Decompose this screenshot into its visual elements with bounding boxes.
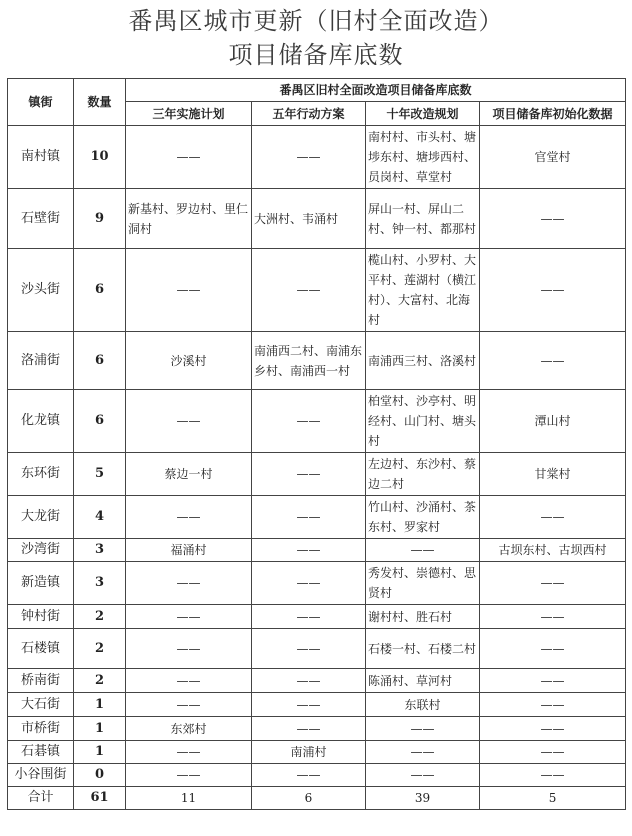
count-cell: 10 xyxy=(74,126,126,189)
plan3-cell: —— xyxy=(126,249,252,332)
plan5-cell: —— xyxy=(252,764,366,787)
table-row xyxy=(8,693,626,717)
header-3yr-plan: 三年实施计划 xyxy=(126,102,252,126)
count-cell: 2 xyxy=(74,605,126,629)
init-cell: 官堂村 xyxy=(480,126,626,189)
init-cell: —— xyxy=(480,693,626,717)
count-cell: 9 xyxy=(74,189,126,249)
town-cell: 沙湾街 xyxy=(8,539,74,562)
count-cell: 3 xyxy=(74,562,126,605)
town-cell: 大龙街 xyxy=(8,496,74,539)
table-row xyxy=(8,717,626,741)
plan10-cell: 石楼一村、石楼二村 xyxy=(366,629,480,669)
plan10-cell: —— xyxy=(366,741,480,764)
plan5-cell: 大洲村、韦涌村 xyxy=(252,189,366,249)
plan10-cell: 屏山一村、屏山二村、钟一村、都那村 xyxy=(366,189,480,249)
init-cell: —— xyxy=(480,717,626,741)
town-cell: 新造镇 xyxy=(8,562,74,605)
town-cell: 桥南街 xyxy=(8,669,74,693)
table-row xyxy=(8,669,626,693)
plan10-cell: 南浦西三村、洛溪村 xyxy=(366,332,480,390)
init-cell: —— xyxy=(480,496,626,539)
plan5-cell: —— xyxy=(252,629,366,669)
town-cell: 大石街 xyxy=(8,693,74,717)
table-row xyxy=(8,764,626,787)
table-body xyxy=(8,126,626,810)
total-town-cell: 合计 xyxy=(8,787,74,810)
plan3-cell: —— xyxy=(126,496,252,539)
title-line-1: 番禺区城市更新（旧村全面改造） xyxy=(128,7,504,35)
plan5-cell: —— xyxy=(252,562,366,605)
town-cell: 小谷围街 xyxy=(8,764,74,787)
total-count-cell: 61 xyxy=(74,787,126,810)
total-row xyxy=(8,787,626,810)
total-plan5-cell: 6 xyxy=(252,787,366,810)
plan10-cell: 榄山村、小罗村、大平村、莲湖村（横江村）、大富村、北海村 xyxy=(366,249,480,332)
table-row xyxy=(8,562,626,605)
header-town: 镇街 xyxy=(8,79,74,126)
plan5-cell: 南浦西二村、南浦东乡村、南浦西一村 xyxy=(252,332,366,390)
plan10-cell: 谢村村、胜石村 xyxy=(366,605,480,629)
count-cell: 3 xyxy=(74,539,126,562)
init-cell: —— xyxy=(480,629,626,669)
header-group: 番禺区旧村全面改造项目储备库底数 xyxy=(126,79,626,102)
plan3-cell: —— xyxy=(126,693,252,717)
count-cell: 2 xyxy=(74,629,126,669)
plan5-cell: —— xyxy=(252,126,366,189)
init-cell: —— xyxy=(480,669,626,693)
count-cell: 6 xyxy=(74,390,126,453)
table-row xyxy=(8,453,626,496)
init-cell: —— xyxy=(480,741,626,764)
plan3-cell: —— xyxy=(126,605,252,629)
total-init-cell: 5 xyxy=(480,787,626,810)
plan5-cell: —— xyxy=(252,539,366,562)
table-row xyxy=(8,390,626,453)
town-cell: 石壁街 xyxy=(8,189,74,249)
table-row xyxy=(8,332,626,390)
init-cell: 古坝东村、古坝西村 xyxy=(480,539,626,562)
plan3-cell: —— xyxy=(126,629,252,669)
init-cell: 潭山村 xyxy=(480,390,626,453)
table-row xyxy=(8,741,626,764)
table-row xyxy=(8,126,626,189)
plan10-cell: —— xyxy=(366,764,480,787)
plan5-cell: —— xyxy=(252,390,366,453)
reserve-table xyxy=(7,78,626,810)
init-cell: —— xyxy=(480,189,626,249)
total-plan3-cell: 11 xyxy=(126,787,252,810)
count-cell: 4 xyxy=(74,496,126,539)
table-row xyxy=(8,249,626,332)
plan5-cell: 南浦村 xyxy=(252,741,366,764)
town-cell: 东环街 xyxy=(8,453,74,496)
init-cell: —— xyxy=(480,605,626,629)
plan10-cell: 秀发村、崇德村、思贤村 xyxy=(366,562,480,605)
town-cell: 石碁镇 xyxy=(8,741,74,764)
plan5-cell: —— xyxy=(252,669,366,693)
town-cell: 市桥街 xyxy=(8,717,74,741)
plan10-cell: 东联村 xyxy=(366,693,480,717)
count-cell: 5 xyxy=(74,453,126,496)
plan3-cell: 新基村、罗边村、里仁洞村 xyxy=(126,189,252,249)
plan10-cell: 左边村、东沙村、蔡边二村 xyxy=(366,453,480,496)
plan10-cell: 竹山村、沙涌村、茶东村、罗家村 xyxy=(366,496,480,539)
town-cell: 钟村街 xyxy=(8,605,74,629)
count-cell: 1 xyxy=(74,717,126,741)
count-cell: 1 xyxy=(74,693,126,717)
plan10-cell: 柏堂村、沙亭村、明经村、山门村、塘头村 xyxy=(366,390,480,453)
init-cell: —— xyxy=(480,332,626,390)
plan3-cell: —— xyxy=(126,126,252,189)
plan5-cell: —— xyxy=(252,249,366,332)
town-cell: 石楼镇 xyxy=(8,629,74,669)
header-10yr-plan: 十年改造规划 xyxy=(366,102,480,126)
table-row xyxy=(8,539,626,562)
plan10-cell: —— xyxy=(366,539,480,562)
count-cell: 6 xyxy=(74,332,126,390)
town-cell: 南村镇 xyxy=(8,126,74,189)
title-line-2: 项目储备库底数 xyxy=(228,41,404,69)
count-cell: 0 xyxy=(74,764,126,787)
plan3-cell: —— xyxy=(126,741,252,764)
plan5-cell: —— xyxy=(252,496,366,539)
header-count: 数量 xyxy=(74,79,126,126)
plan3-cell: —— xyxy=(126,764,252,787)
plan5-cell: —— xyxy=(252,605,366,629)
town-cell: 沙头街 xyxy=(8,249,74,332)
header-5yr-plan: 五年行动方案 xyxy=(252,102,366,126)
count-cell: 6 xyxy=(74,249,126,332)
plan5-cell: —— xyxy=(252,717,366,741)
table-row xyxy=(8,496,626,539)
town-cell: 化龙镇 xyxy=(8,390,74,453)
init-cell: —— xyxy=(480,562,626,605)
header-init-data: 项目储备库初始化数据 xyxy=(480,102,626,126)
plan5-cell: —— xyxy=(252,453,366,496)
count-cell: 2 xyxy=(74,669,126,693)
plan3-cell: —— xyxy=(126,390,252,453)
init-cell: 甘棠村 xyxy=(480,453,626,496)
init-cell: —— xyxy=(480,764,626,787)
plan10-cell: 南村村、市头村、塘埗东村、塘埗西村、员岗村、草堂村 xyxy=(366,126,480,189)
page-title xyxy=(0,0,632,72)
plan3-cell: 沙溪村 xyxy=(126,332,252,390)
plan3-cell: 蔡边一村 xyxy=(126,453,252,496)
plan3-cell: 福涌村 xyxy=(126,539,252,562)
plan3-cell: —— xyxy=(126,669,252,693)
count-cell: 1 xyxy=(74,741,126,764)
table-row xyxy=(8,605,626,629)
total-plan10-cell: 39 xyxy=(366,787,480,810)
plan5-cell: —— xyxy=(252,693,366,717)
table-row xyxy=(8,629,626,669)
plan3-cell: —— xyxy=(126,562,252,605)
table-row xyxy=(8,189,626,249)
plan10-cell: —— xyxy=(366,717,480,741)
town-cell: 洛浦街 xyxy=(8,332,74,390)
plan10-cell: 陈涌村、草河村 xyxy=(366,669,480,693)
plan3-cell: 东郊村 xyxy=(126,717,252,741)
init-cell: —— xyxy=(480,249,626,332)
